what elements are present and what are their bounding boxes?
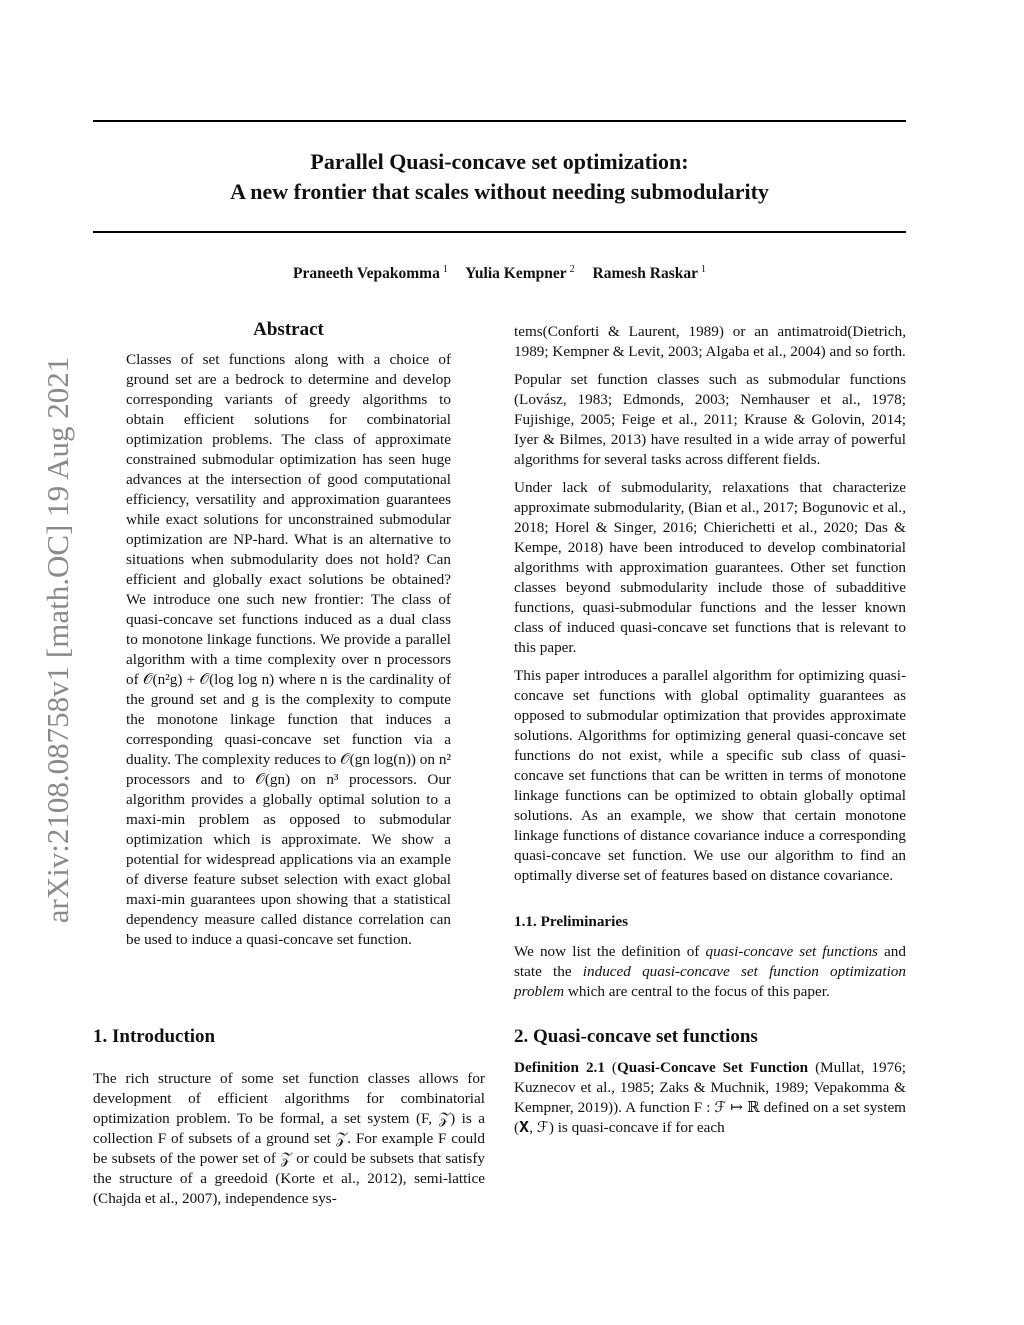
section-2-heading: 2. Quasi-concave set functions xyxy=(514,1026,758,1047)
definition-references: Mullat, 1976; Kuznecov et al., 1985; Zaks & Muchnik, 1989; Vepakomma & Kempner, 2019 xyxy=(514,1059,906,1116)
emphasis: quasi-concave set functions xyxy=(705,943,878,960)
author-list xyxy=(93,264,906,283)
introduction-heading: 1. Introduction xyxy=(93,1026,216,1047)
abstract-text: Classes of set functions along with a choice of ground set are a bedrock to determine and develop corresponding variants of greedy algorithms to obtain efficient solutions for combinatorial optimization problems. The class of approximate constrained submodular optimization has seen huge advances at the intersection of good computational efficiency, versatility and approximation guarantees while exact solutions for unconstrained submodular optimization are NP-hard. What is an alternative to situations when submodularity does not hold? Can efficient and globally exact solutions be obtained? We introduce one such new frontier: The class of quasi-concave set functions induced as a dual class to monotone linkage functions. We provide a parallel algorithm with a time complexity over n processors of 𝒪(n²g) + 𝒪(log log n) where n is the cardinality of the ground set and g is the complexity to compute the monotone linkage function that induces a corresponding quasi-concave set function via a duality. The complexity reduces to 𝒪(gn log(n)) on n² processors and to 𝒪(gn) on n³ processors. Our algorithm provides a globally optimal solution to a maxi-min problem as opposed to submodular optimization which is approximate. We show a potential for widespread applications via an example of diverse feature subset selection with exact global maxi-min guarantees upon showing that a statistical dependency measure called distance correlation can be used to induce a quasi-concave set function. xyxy=(126,351,451,948)
right-column xyxy=(514,322,906,1138)
paragraph: Popular set function classes such as submodular functions (Lovász, 1983; Edmonds, 2003; Nemhauser et al., 1978; Fujishige, 2005; Feige et al., 2011; Krause & Golovin, 2014; Iyer & Bilmes, 2013) have resulted in a wide array of powerful algorithms for several tasks across different fields. xyxy=(514,371,906,468)
introduction-section xyxy=(93,1024,485,1209)
emphasis: induced quasi-concave set function optimization problem xyxy=(514,963,906,1000)
text-run: and state the xyxy=(514,943,906,980)
arxiv-side-stamp: arXiv:2108.08758v1 [math.OC] 19 Aug 2021 xyxy=(40,356,75,924)
author-name: Yulia Kempner xyxy=(465,265,567,282)
title-rule-bottom xyxy=(93,231,906,233)
paper-title-line-1: Parallel Quasi-concave set optimization: xyxy=(310,149,689,174)
author-affiliation: 1 xyxy=(701,264,706,275)
paragraph: This paper introduces a parallel algorithm for optimizing quasi-concave set functions with global optimality guarantees as opposed to submodular optimization that provides approximate solutions. Algorithms for optimizing general quasi-concave set functions do not exist, while a specific sub class of quasi-concave set functions that can be written in terms of monotone linkage functions can be optimized to obtain globally optimal solutions. As an example, we show that certain monotone linkage functions of distance covariance induce a corresponding quasi-concave set function. We use our algorithm to find an optimally diverse set of features based on distance covariance. xyxy=(514,667,906,884)
author-name: Praneeth Vepakomma xyxy=(293,265,440,282)
paper-title-line-2: A new frontier that scales without needing submodularity xyxy=(230,179,769,204)
definition-body: . A function F : ℱ ↦ ℝ defined on a set system (𝐗, ℱ) is quasi-concave if for each xyxy=(514,1099,906,1136)
abstract-heading: Abstract xyxy=(253,319,324,340)
definition-label: Definition 2.1 xyxy=(514,1059,605,1076)
preliminaries-heading: 1.1. Preliminaries xyxy=(514,913,629,930)
definition-2-1: Definition 2.1 (Quasi-Concave Set Function (Mullat, 1976; Kuznecov et al., 1985; Zaks & Muchnik, 1989; Vepakomma & Kempner, 2019)). A function F : ℱ ↦ ℝ defined on a set system (𝐗, ℱ) is quasi-concave if for each xyxy=(514,1059,906,1136)
introduction-text: The rich structure of some set function classes allows for development of efficient algorithms for combinatorial optimization problem. To be formal, a set system (F, 𝒵) is a collection F of subsets of a ground set 𝒵. For example F could be subsets of the power set of 𝒵 or could be subsets that satisfy the structure of a greedoid (Korte et al., 2012), semi-lattice (Chajda et al., 2007), independence sys- xyxy=(93,1070,485,1207)
abstract-section xyxy=(126,318,451,950)
text-run: We now list the definition of xyxy=(514,943,706,960)
definition-name: Quasi-Concave Set Function xyxy=(616,1059,809,1076)
preliminaries-text xyxy=(514,942,906,1002)
author-affiliation: 1 xyxy=(442,264,448,275)
text-run: which are central to the focus of this paper. xyxy=(564,983,830,1000)
paragraph: Under lack of submodularity, relaxations that characterize approximate submodularity, (Bian et al., 2017; Bogunovic et al., 2018; Horel & Singer, 2016; Chierichetti et al., 2020; Das & Kempe, 2018) have been introduced to develop combinatorial algorithms with approximation guarantees. Other set function classes beyond submodularity include those of subadditive functions, quasi-submodular functions and the lesser known class of induced quasi-concave set functions that is relevant to this paper. xyxy=(514,479,906,656)
author-name: Ramesh Raskar xyxy=(592,265,698,282)
author-affiliation: 2 xyxy=(569,264,575,275)
paragraph: tems(Conforti & Laurent, 1989) or an antimatroid(Dietrich, 1989; Kempner & Levit, 2003; Algaba et al., 2004) and so forth. xyxy=(514,323,906,360)
title-rule-top xyxy=(93,120,906,122)
